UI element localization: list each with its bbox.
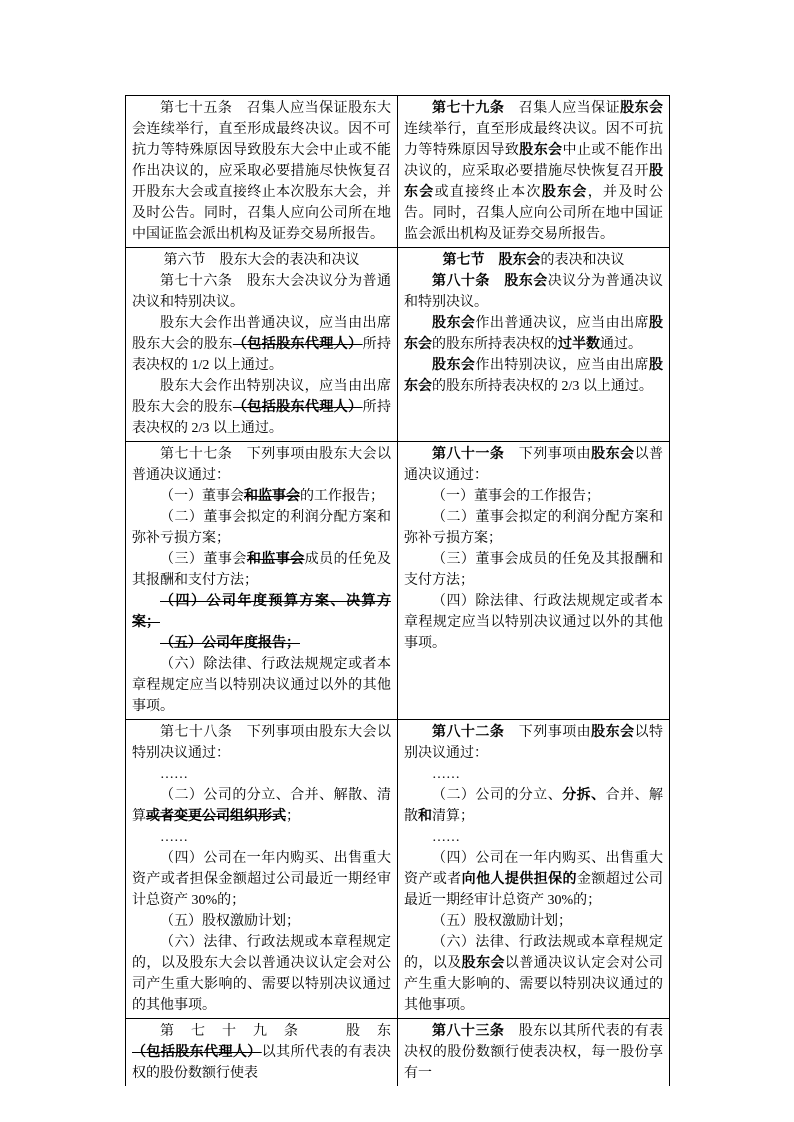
paragraph (132, 444, 391, 486)
paragraph (132, 250, 391, 271)
comparison-table (125, 95, 670, 1086)
paragraph (404, 932, 663, 1016)
paragraph (404, 827, 663, 848)
text-segment: （包括股东代理人） (232, 400, 363, 415)
paragraph (132, 785, 391, 827)
text-segment: 和 (418, 809, 432, 824)
table-row (126, 96, 670, 248)
text-segment: 或者变更公司组织形式 (146, 809, 286, 824)
text-segment: （四）公司年度预算方案、决算方案； (132, 594, 391, 630)
paragraph (404, 313, 663, 355)
text-segment: 第七十九条 股东 (160, 1024, 391, 1039)
text-segment (490, 274, 504, 289)
text-segment: （包括股东代理人） (232, 337, 363, 352)
text-segment: 以普通决议通过： (404, 447, 664, 483)
paragraph (404, 722, 663, 764)
text-segment: 或直接终止本次 (434, 185, 542, 200)
paragraph (132, 376, 391, 439)
text-segment: （六）除法律、行政法规规定或者本章程规定应当以特别决议通过以外的其他事项。 (132, 657, 391, 714)
table-cell-old-text (126, 96, 398, 248)
text-segment: 的表决和决议 (540, 253, 625, 268)
text-segment: 股东会 (620, 101, 664, 116)
text-segment: 第八十条 (432, 274, 490, 289)
text-segment: （二）董事会拟定的利润分配方案和弥补亏损方案； (404, 510, 663, 546)
text-segment: 第六节 股东大会的表决和决议 (163, 253, 360, 268)
text-segment: 股东会 (591, 447, 635, 462)
text-segment: …… (160, 830, 188, 845)
text-segment: 的股东所持表决权的 (432, 337, 558, 352)
paragraph (132, 507, 391, 549)
paragraph (132, 827, 391, 848)
text-segment: （五）公司年度报告； (160, 636, 300, 651)
paragraph (132, 722, 391, 764)
text-segment: 股东会 (404, 164, 663, 200)
paragraph (404, 764, 663, 785)
paragraph (132, 486, 391, 507)
text-segment: 通过。 (600, 337, 642, 352)
text-segment: …… (432, 830, 460, 845)
text-segment: 第七十七条 下列事项由股东大会以普通决议通过： (132, 447, 391, 483)
text-segment: （六）法律、行政法规或本章程规定的，以及股东大会以普通决议认定会对公司产生重大影响的、需要以特别决议通过的其他事项。 (132, 935, 391, 1013)
text-segment: 第八十二条 (432, 725, 505, 740)
text-segment: 第七十五条 召集人应当保证股东大会连续举行，直至形成最终决议。因不可抗力等特殊原因导致股东大会中止或不能作出决议的，应采取必要措施尽快恢复召开股东大会或直接终止本次股东大会，并及时公告。同时，召集人应向公司所在地中国证监会派出机构及证券交易所报告。 (132, 101, 391, 242)
text-segment: 股东大会作出特别决议，应当由出席股东大会的股东 (132, 379, 391, 415)
text-segment: 第七十九条 (432, 101, 505, 116)
text-segment: （四）公司在一年内购买、出售重大资产或者担保金额超过公司最近一期经审计总资产 30%的； (132, 851, 391, 908)
text-segment: 股东大会作出普通决议，应当由出席股东大会的股东 (132, 316, 391, 352)
text-segment: 所持表决权的 1/2 以上通过。 (132, 337, 392, 373)
text-segment: 股东以其所代表的有表决权的股份数额行使表决权，每一股份享有一 (404, 1024, 664, 1081)
table-cell-old-text (126, 720, 398, 1019)
text-segment: （六）法律、行政法规或本章程规定的，以及 (404, 935, 663, 971)
paragraph (404, 444, 663, 486)
table-row (126, 1019, 670, 1087)
text-segment: 以其所代表的有表决权的股份数额行使表 (132, 1045, 392, 1081)
text-segment: 作出普通决议，应当由出席 (475, 316, 650, 331)
text-segment: …… (160, 767, 188, 782)
text-segment: 下列事项由 (504, 447, 592, 462)
paragraph (132, 654, 391, 717)
text-segment: 股东会 (519, 143, 563, 158)
text-segment: 第八十三条 (432, 1024, 505, 1039)
text-segment: （包括股东代理人） (132, 1045, 262, 1060)
paragraph (404, 507, 663, 549)
text-segment: 股东会 (404, 358, 664, 394)
paragraph (132, 911, 391, 932)
table-cell-new-text (398, 96, 670, 248)
text-segment: （二）公司的分立、 (432, 788, 563, 803)
text-segment (485, 253, 499, 268)
text-segment: 股东会 (404, 316, 664, 352)
text-segment: 股东会 (498, 253, 541, 268)
paragraph (404, 250, 663, 271)
text-segment: 股东会 (504, 274, 548, 289)
table-cell-new-text (398, 248, 670, 442)
paragraph (132, 764, 391, 785)
paragraph (132, 98, 391, 245)
text-segment: ； (286, 809, 300, 824)
text-segment: 以特别决议通过： (404, 725, 664, 761)
text-segment: （二）董事会拟定的利润分配方案和弥补亏损方案； (132, 510, 391, 546)
paragraph (132, 549, 391, 591)
paragraph (404, 911, 663, 932)
paragraph (404, 486, 663, 507)
paragraph (404, 1021, 663, 1084)
text-segment: 股东会 (432, 316, 476, 331)
paragraph (404, 98, 663, 245)
text-segment: 股东会 (432, 358, 476, 373)
paragraph (132, 848, 391, 911)
paragraph (404, 355, 663, 397)
text-segment: 下列事项由 (504, 725, 592, 740)
table-cell-old-text (126, 442, 398, 720)
text-segment: 以普通决议认定会对公司产生重大影响的、需要以特别决议通过的其他事项。 (404, 956, 664, 1013)
paragraph (404, 271, 663, 313)
paragraph (132, 271, 391, 313)
text-segment: 的股东所持表决权的 2/3 以上通过。 (432, 379, 653, 394)
text-segment: 过半数 (558, 337, 600, 352)
text-segment: 成员的任免及其报酬和支付方法； (132, 552, 392, 588)
paragraph (132, 633, 391, 654)
text-segment: 股东会 (591, 725, 635, 740)
table-body (126, 96, 670, 1087)
text-segment: 中止或不能作出决议的，应采取必要措施尽快恢复召开 (404, 143, 664, 179)
text-segment: 召集人应当保证 (504, 101, 621, 116)
paragraph (132, 1021, 391, 1084)
text-segment: …… (432, 767, 460, 782)
text-segment: （三）董事会 (160, 552, 247, 567)
text-segment: 连续举行，直至形成最终决议。因不可抗力等特殊原因导致 (404, 122, 663, 158)
paragraph (132, 313, 391, 376)
text-segment: （四）除法律、行政法规规定或者本章程规定应当以特别决议通过以外的其他事项。 (404, 594, 663, 651)
text-segment: 第七十八条 下列事项由股东大会以特别决议通过： (132, 725, 391, 761)
paragraph (404, 549, 663, 591)
text-segment: （一）董事会 (160, 489, 244, 504)
text-segment: 决议分为普通决议和特别决议。 (404, 274, 664, 310)
text-segment: 第七十六条 股东大会决议分为普通决议和特别决议。 (132, 274, 391, 310)
text-segment: 合并、解散 (404, 788, 664, 824)
paragraph (404, 591, 663, 654)
text-segment: 金额超过公司最近一期经审计总资产 30%的； (404, 872, 664, 908)
table-cell-new-text (398, 720, 670, 1019)
text-segment: 分拆、 (562, 788, 606, 803)
text-segment: 的工作报告； (300, 489, 384, 504)
paragraph (404, 785, 663, 827)
text-segment: 作出特别决议，应当由出席 (475, 358, 650, 373)
text-segment: 和监事会 (244, 489, 300, 504)
text-segment: 和监事会 (246, 552, 305, 567)
table-cell-new-text (398, 442, 670, 720)
table-cell-old-text (126, 1019, 398, 1087)
paragraph (132, 932, 391, 1016)
text-segment: （五）股权激励计划； (432, 914, 572, 929)
table-row (126, 442, 670, 720)
table-row (126, 720, 670, 1019)
text-segment: （二）公司的分立、合并、解散、清算 (132, 788, 391, 824)
text-segment: 向他人提供担保的 (461, 872, 577, 887)
text-segment: ，并及时公告。同时，召集人应向公司所在地中国证监会派出机构及证券交易所报告。 (404, 185, 663, 242)
paragraph (132, 591, 391, 633)
table-row (126, 248, 670, 442)
paragraph (404, 848, 663, 911)
text-segment: 所持表决权的 2/3 以上通过。 (132, 400, 392, 436)
text-segment: 第七节 (442, 253, 485, 268)
table-cell-new-text (398, 1019, 670, 1087)
text-segment: 第八十一条 (432, 447, 505, 462)
text-segment: 清算； (432, 809, 474, 824)
text-segment: （四）公司在一年内购买、出售重大资产或者 (404, 851, 663, 887)
table-cell-old-text (126, 248, 398, 442)
text-segment: （五）股权激励计划； (160, 914, 300, 929)
text-segment: （三）董事会成员的任免及其报酬和支付方法； (404, 552, 663, 588)
text-segment: 股东会 (461, 956, 505, 971)
text-segment: 股东会 (541, 185, 588, 200)
text-segment: （一）董事会的工作报告； (432, 489, 600, 504)
